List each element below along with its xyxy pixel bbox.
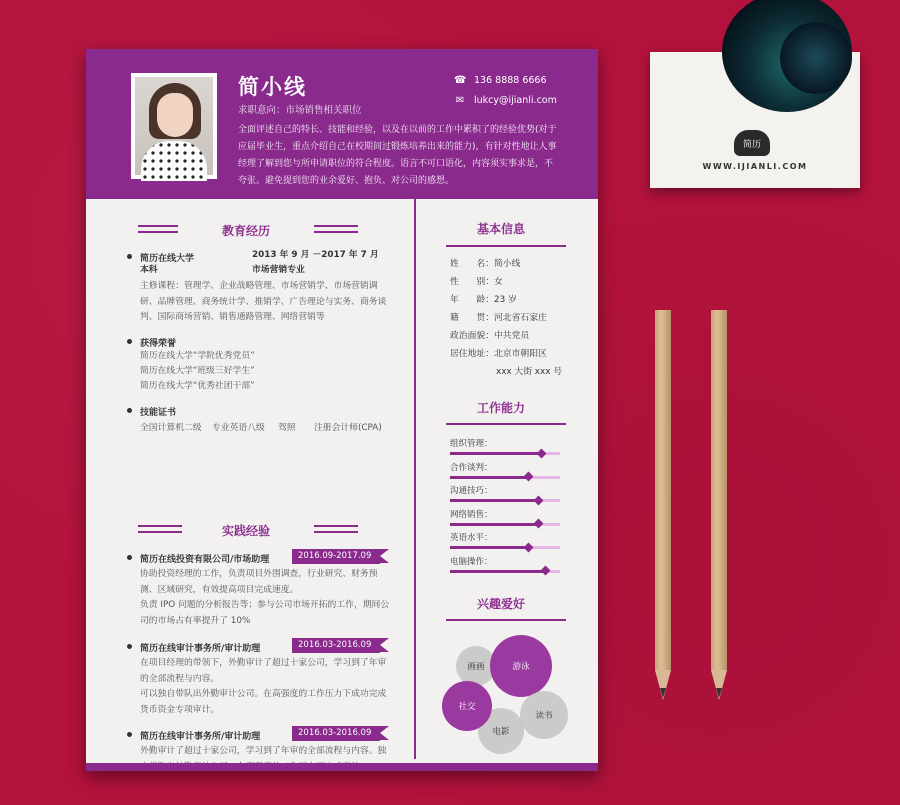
contact-email bbox=[454, 95, 557, 106]
contact-phone bbox=[454, 75, 547, 86]
education-period: 2013 年 9 月 －2017 年 7 月 bbox=[252, 250, 379, 260]
info-row: 居住地址：北京市朝阳区 bbox=[450, 349, 547, 359]
card-url: WWW.IJIANLI.COM bbox=[702, 162, 808, 171]
exp-company: 简历在线审计事务所/审计助理 bbox=[140, 729, 260, 742]
title-line bbox=[314, 231, 358, 233]
resume-header bbox=[86, 49, 598, 199]
mail-icon: ✉ bbox=[455, 95, 465, 106]
hobby-bubble: 社交 bbox=[442, 681, 492, 731]
certs-title: 技能证书 bbox=[140, 405, 176, 418]
hobbies-title: 兴趣爱好 bbox=[476, 597, 525, 611]
skill-label: 沟通技巧： bbox=[450, 486, 493, 496]
exp-desc: 可以独自带队出外勤审计公司。在高强度的工作压力下成功完成货币资金专项审计。 bbox=[140, 689, 387, 715]
right-column bbox=[416, 199, 598, 759]
award-item: 简历在线大学“班级三好学生” bbox=[140, 366, 255, 376]
skill-label: 组织管理： bbox=[450, 439, 493, 449]
title-line bbox=[138, 531, 182, 533]
exp-desc: 协助投资经理的工作，负责项目外围调查，行业研究、财务预测、区域研究，有效提高项目完成速度。 bbox=[140, 569, 378, 595]
title-line bbox=[314, 525, 358, 527]
info-row: 政治面貌：中共党员 bbox=[450, 331, 530, 341]
skill-level-bar bbox=[450, 499, 560, 502]
cert-item: 注册会计师(CPA) bbox=[314, 423, 382, 433]
degree: 本科 bbox=[140, 265, 158, 275]
title-line bbox=[138, 225, 178, 227]
profile-photo bbox=[131, 73, 217, 179]
title-line bbox=[314, 225, 358, 227]
resume-sheet bbox=[86, 49, 598, 771]
skill-level-marker bbox=[523, 542, 533, 552]
email-address: lukcy@ijianli.com bbox=[474, 95, 557, 106]
cert-item: 专业英语八级 bbox=[212, 423, 265, 433]
portrait-image bbox=[135, 77, 213, 175]
exp-period-ribbon: 2016.03-2016.09 bbox=[292, 638, 380, 653]
phone-number: 136 8888 6666 bbox=[474, 75, 547, 86]
business-card bbox=[650, 52, 860, 188]
cloud-logo-icon: 简历 bbox=[734, 130, 770, 156]
skill-label: 合作谈判： bbox=[450, 462, 493, 473]
exp-period-ribbon: 2016.09-2017.09 bbox=[292, 549, 380, 564]
school-name: 简历在线大学 bbox=[140, 251, 194, 264]
skill-label: 英语水平： bbox=[450, 533, 493, 543]
exp-desc: 外勤审计了超过十家公司，学习到了年审的全部流程与内容。独 bbox=[140, 746, 387, 756]
hobby-bubble: 读书 bbox=[520, 691, 568, 739]
major: 市场营销专业 bbox=[252, 265, 305, 275]
courses: 主修课程：管理学、企业战略管理、市场营销学、市场营销调研、品牌管理、商务统计学、推销学、广告理论与实务、商务谈判、国际商场营销、销售通路管理、网络营销等 bbox=[140, 281, 387, 322]
skill-level-bar bbox=[450, 452, 560, 455]
info-row: 年 龄：23 岁 bbox=[450, 295, 517, 305]
pencil-image bbox=[711, 310, 727, 700]
title-line bbox=[314, 531, 358, 533]
left-column bbox=[86, 199, 416, 759]
exp-company: 简历在线投资有限公司/市场助理 bbox=[140, 552, 269, 565]
title-line bbox=[138, 525, 182, 527]
hobby-bubble: 电影 bbox=[478, 708, 524, 754]
exp-desc: 在项目经理的带领下，外勤审计了超过十家公司，学习到了年审的全部流程与内容。 bbox=[140, 658, 387, 684]
hobby-bubble: 游泳 bbox=[490, 635, 552, 697]
info-row: 姓 名：简小线 bbox=[450, 259, 521, 269]
skill-level-bar bbox=[450, 523, 560, 526]
title-line bbox=[138, 231, 178, 233]
resume-footer-band bbox=[86, 763, 598, 771]
phone-icon: ☎ bbox=[454, 75, 467, 86]
skill-level-marker bbox=[541, 566, 551, 576]
experience-title: 实践经验 bbox=[221, 524, 270, 538]
exp-desc: 负责 IPO 问题的分析报告等；参与公司市场开拓的工作，期间公司的市场占有率提升了 10% bbox=[140, 600, 390, 626]
award-item: 简历在线大学“学院优秀党员” bbox=[140, 351, 255, 361]
cert-item: 全国计算机二级 bbox=[140, 423, 202, 433]
awards-title: 获得荣誉 bbox=[140, 336, 176, 349]
skill-level-bar bbox=[450, 546, 560, 549]
candidate-name: 简小线 bbox=[238, 75, 307, 99]
info-row: 性 别：女 bbox=[450, 277, 503, 287]
award-item: 简历在线大学“优秀社团干部” bbox=[140, 381, 255, 391]
skill-label: 电脑操作： bbox=[450, 556, 493, 567]
cert-item: 驾照 bbox=[278, 423, 296, 433]
title-underline bbox=[446, 423, 566, 425]
skill-level-marker bbox=[533, 519, 543, 529]
exp-company: 简历在线审计事务所/审计助理 bbox=[140, 641, 260, 654]
basic-info-title: 基本信息 bbox=[476, 222, 525, 236]
title-underline bbox=[446, 245, 566, 247]
card-graphic bbox=[780, 22, 852, 94]
info-row: 籍 贯：河北省石家庄 bbox=[450, 313, 547, 323]
skill-level-marker bbox=[536, 448, 546, 458]
title-underline bbox=[446, 619, 566, 621]
exp-period-ribbon: 2016.03-2016.09 bbox=[292, 726, 380, 741]
skill-level-bar bbox=[450, 476, 560, 479]
skill-level-marker bbox=[533, 495, 543, 505]
skill-level-bar bbox=[450, 570, 560, 573]
skill-label: 网络销售： bbox=[450, 509, 493, 520]
self-summary: 全面评述自己的特长、技能和经验，以及在以前的工作中累积了的经验优势(对于应届毕业生，重点介绍自己在校期间过锻炼培养出来的能力)，有针对性地让人事经理了解到您与所申请职位的符合程度。语言不可口语化，内容须实事求是，不夸张。避免提到您的业余爱好、抱负、对公司的感想。 bbox=[238, 125, 557, 186]
job-intent: 求职意向：市场销售相关职位 bbox=[238, 105, 362, 116]
education-title: 教育经历 bbox=[221, 224, 270, 238]
hobby-bubble: 画画 bbox=[456, 646, 496, 686]
pencil-image bbox=[655, 310, 671, 700]
info-row: xxx 大街 xxx 号 bbox=[496, 367, 563, 377]
skill-level-marker bbox=[523, 472, 533, 482]
skills-title: 工作能力 bbox=[476, 401, 525, 415]
